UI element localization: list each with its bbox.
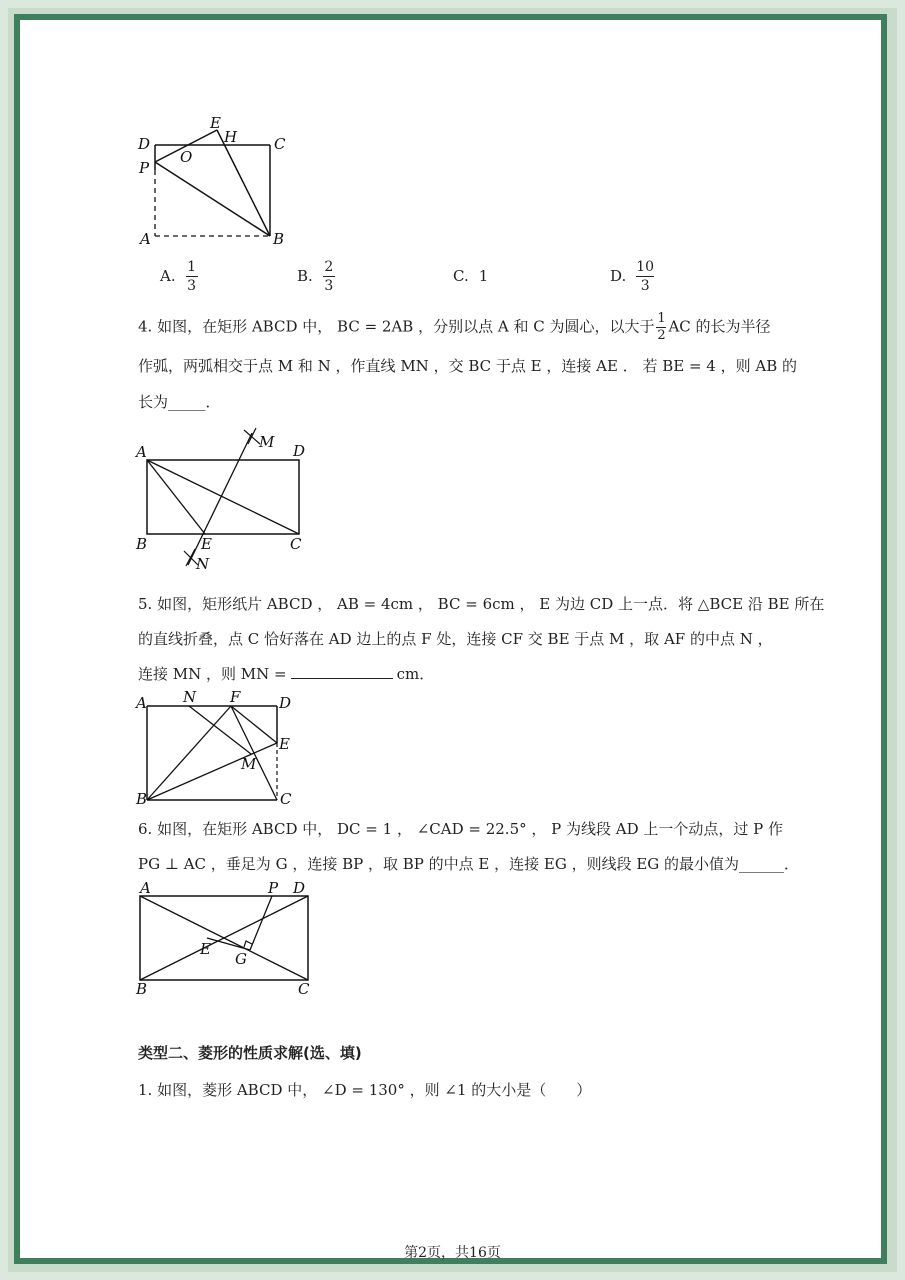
label-P: P [268, 879, 279, 897]
label-E: E [201, 535, 212, 553]
label-G: G [235, 950, 247, 968]
q5-line2: 的直线折叠，点 C 恰好落在 AD 边上的点 F 处，连接 CF 交 BE 于点 M ，取 AF 的中点 N ， [138, 630, 773, 648]
q5-line3: 连接 MN ，则 MN = cm． [138, 665, 435, 683]
label-N: N [196, 555, 210, 573]
label-A: A [136, 443, 147, 461]
q7-line1: 1. 如图，菱形 ABCD 中， ∠D = 130° ，则 ∠1 的大小是（ ） [138, 1081, 592, 1099]
label-C: C [290, 535, 302, 553]
label-C: C [274, 135, 286, 153]
label-D: D [279, 694, 292, 712]
q5-line1: 5. 如图，矩形纸片 ABCD ， AB = 4cm ， BC = 6cm ， E 为边 CD 上一点．将 △BCE 沿 BE 所在 [138, 595, 825, 613]
q4-line2: 作弧，两弧相交于点 M 和 N ，作直线 MN ，交 BC 于点 E ，连接 AE ． 若 BE = 4 ，则 AB 的 [138, 357, 798, 375]
label-O: O [180, 148, 193, 166]
q4-line3: 长为_____． [138, 393, 221, 411]
label-A: A [140, 230, 151, 248]
choice-c[interactable]: C. 1 [453, 267, 489, 285]
fraction: $\frac{1}{3}$ [187, 258, 197, 294]
label-A: A [136, 694, 147, 712]
figure-q6 [130, 878, 325, 1000]
figure-q4 [130, 425, 320, 575]
label-M: M [241, 755, 257, 773]
label-E: E [200, 940, 211, 958]
choices-q3 [160, 256, 720, 300]
label-B: B [136, 980, 148, 998]
label-D: D [293, 442, 306, 460]
label-A: A [140, 879, 151, 897]
section-title: 类型二、菱形的性质求解(选、填) [138, 1044, 362, 1062]
choice-a[interactable]: A. $\frac{1}{3}$ [160, 258, 197, 294]
label-N: N [183, 688, 197, 706]
choice-b[interactable]: B. $\frac{2}{3}$ [297, 258, 334, 294]
answer-blank[interactable] [291, 664, 393, 679]
fraction-half: $\frac{1}{2}$ [657, 311, 666, 343]
q4-line1: 4. 如图，在矩形 ABCD 中， BC = 2AB ，分别以点 A 和 C 为圆心，以大于 $\frac{1}{2}$ AC 的长为半径 [138, 311, 771, 343]
q6-line1: 6. 如图，在矩形 ABCD 中， DC = 1 ， ∠CAD = 22.5° ， P 为线段 AD 上一个动点，过 P 作 [138, 820, 784, 838]
label-F: F [230, 688, 241, 706]
label-D: D [138, 135, 151, 153]
label-E: E [210, 114, 221, 132]
fraction: $\frac{2}{3}$ [324, 258, 334, 294]
label-B: B [136, 535, 148, 553]
label-B: B [136, 790, 148, 808]
figure-q5 [130, 688, 300, 808]
fraction: $\frac{10}{3}$ [636, 258, 655, 294]
choice-d[interactable]: D. $\frac{10}{3}$ [610, 258, 655, 294]
label-P: P [139, 159, 150, 177]
q6-line2: PG ⊥ AC ，垂足为 G ，连接 BP ，取 BP 的中点 E ，连接 EG ，则线段 EG 的最小值为______． [138, 855, 800, 873]
figure-q3 [130, 112, 300, 252]
page-number: 第2页，共16页 [404, 1245, 501, 1261]
label-H: H [224, 128, 238, 146]
label-C: C [298, 980, 310, 998]
label-M: M [259, 433, 275, 451]
label-C: C [280, 790, 292, 808]
label-D: D [293, 879, 306, 897]
label-B: B [273, 230, 285, 248]
label-E: E [279, 735, 290, 753]
